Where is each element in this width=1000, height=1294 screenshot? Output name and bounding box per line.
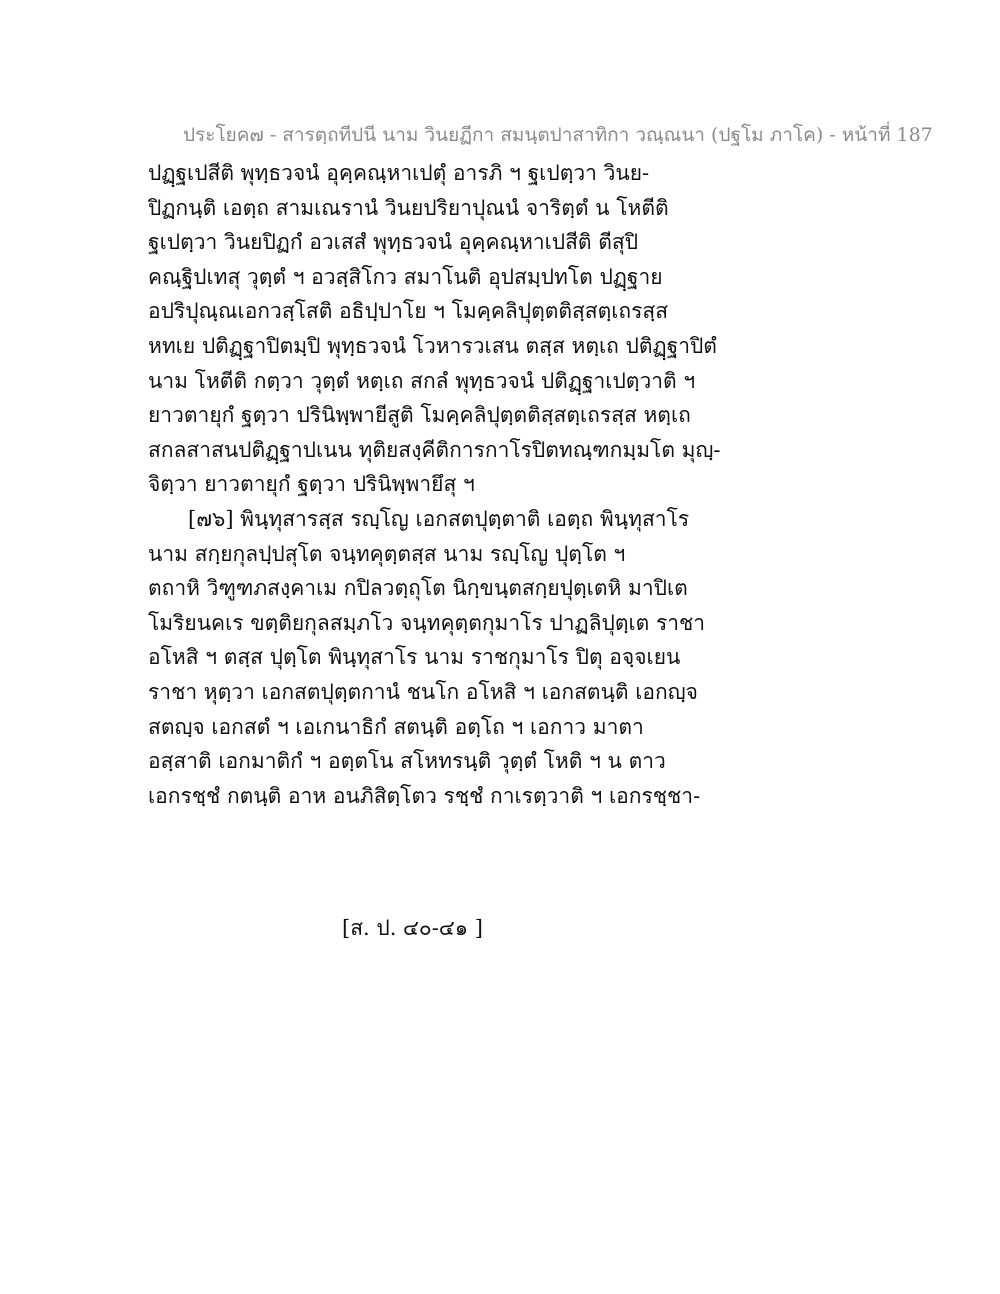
body-text [148,156,868,813]
text-line: อสฺสาติ เอกมาติกํ ฯ อตฺตโน สโหทรนฺติ วุตฺตํ โหติ ฯ น ตาว [148,749,666,774]
text-line: ฐเปตฺวา วินยปิฏกํ อวเสสํ พุทฺธวจนํ อุคฺคณฺหาเปสีติ ตีสุปิ [148,230,639,255]
page-header: ประโยค๗ - สารตฺถทีปนี นาม วินยฏีกา สมนฺตปาสาทิกา วณฺณนา (ปฐโม ภาโค) - หน้าที่ 187 [183,124,933,146]
text-line: คณฺฐิปเทสุ วุตฺตํ ฯ อวสฺสิโกว สมาโนติ อุปสมฺปทโต ปฏฺฐาย [148,264,663,289]
text-line: ยาวตายุกํ ฐตฺวา ปรินิพฺพายีสูติ โมคฺคลิปุตฺตติสฺสตฺเถรสฺส หตฺเถ [148,403,691,428]
text-line: โมริยนคเร ขตฺติยกุลสมฺภโว จนฺทคุตฺตกุมาโร ปาฏลิปุตฺเต ราชา [148,610,706,635]
text-line: ราชา หุตฺวา เอกสตปุตฺตกานํ ชนโก อโหสิ ฯ เอกสตนฺติ เอกญฺจ [148,679,698,704]
text-line: นาม โหตีติ กตฺวา วุตฺตํ หตฺเถ สกลํ พุทฺธวจนํ ปติฏฺฐาเปตฺวาติ ฯ [148,368,696,393]
page-reference: [ส. ป. ๔๐-๔๑ ] [342,916,483,940]
text-line: สตญฺจ เอกสตํ ฯ เอเกนาธิกํ สตนฺติ อตฺโถ ฯ เอกาว มาตา [148,714,644,739]
text-line: นาม สกฺยกุลปฺปสุโต จนฺทคุตฺตสฺส นาม รญฺโญ ปุตฺโต ฯ [148,541,626,566]
paragraph-start-line: [๗๖] พินฺทุสารสฺส รญฺโญ เอกสตปุตฺตาติ เอตฺถ พินฺทุสาโร [188,506,690,531]
text-line: จิตฺวา ยาวตายุกํ ฐตฺวา ปรินิพฺพายึสุ ฯ [148,472,475,497]
text-line: อปริปุณฺณเอกวสฺโสติ อธิปฺปาโย ฯ โมคฺคลิปุตฺตติสฺสตฺเถรสฺส [148,299,669,324]
text-line: ปฏฺฐเปสีติ พุทฺธวจนํ อุคฺคณฺหาเปตุํ อารภิ ฯ ฐเปตฺวา วินย- [148,161,650,185]
text-line: สกลสาสนปติฏฺฐาปเนน ทุติยสงฺคีติการกาโรปิตทณฺฑกมฺมโต มุญฺ- [148,437,721,462]
text-line: ตถาหิ วิฑูฑภสงฺคาเม กปิลวตฺถุโต นิกฺขนฺตสกฺยปุตฺเตหิ มาปิเต [148,576,688,601]
text-line: อโหสิ ฯ ตสฺส ปุตฺโต พินฺทุสาโร นาม ราชกุมาโร ปิตุ อจฺจเยน [148,645,681,670]
text-line: ปิฏกนฺติ เอตฺถ สามเณรานํ วินยปริยาปุณนํ จาริตฺตํ น โหตีติ [148,195,669,220]
text-line: หทเย ปติฏฺฐาปิตมฺปิ พุทฺธวจนํ โวหารวเสน ตสฺส หตฺเถ ปติฏฺฐาปิตํ [148,333,717,358]
text-line: เอกรชฺชํ กตนฺติ อาห อนภิสิตฺโตว รชฺชํ กาเรตฺวาติ ฯ เอกรชฺชา- [148,783,701,808]
